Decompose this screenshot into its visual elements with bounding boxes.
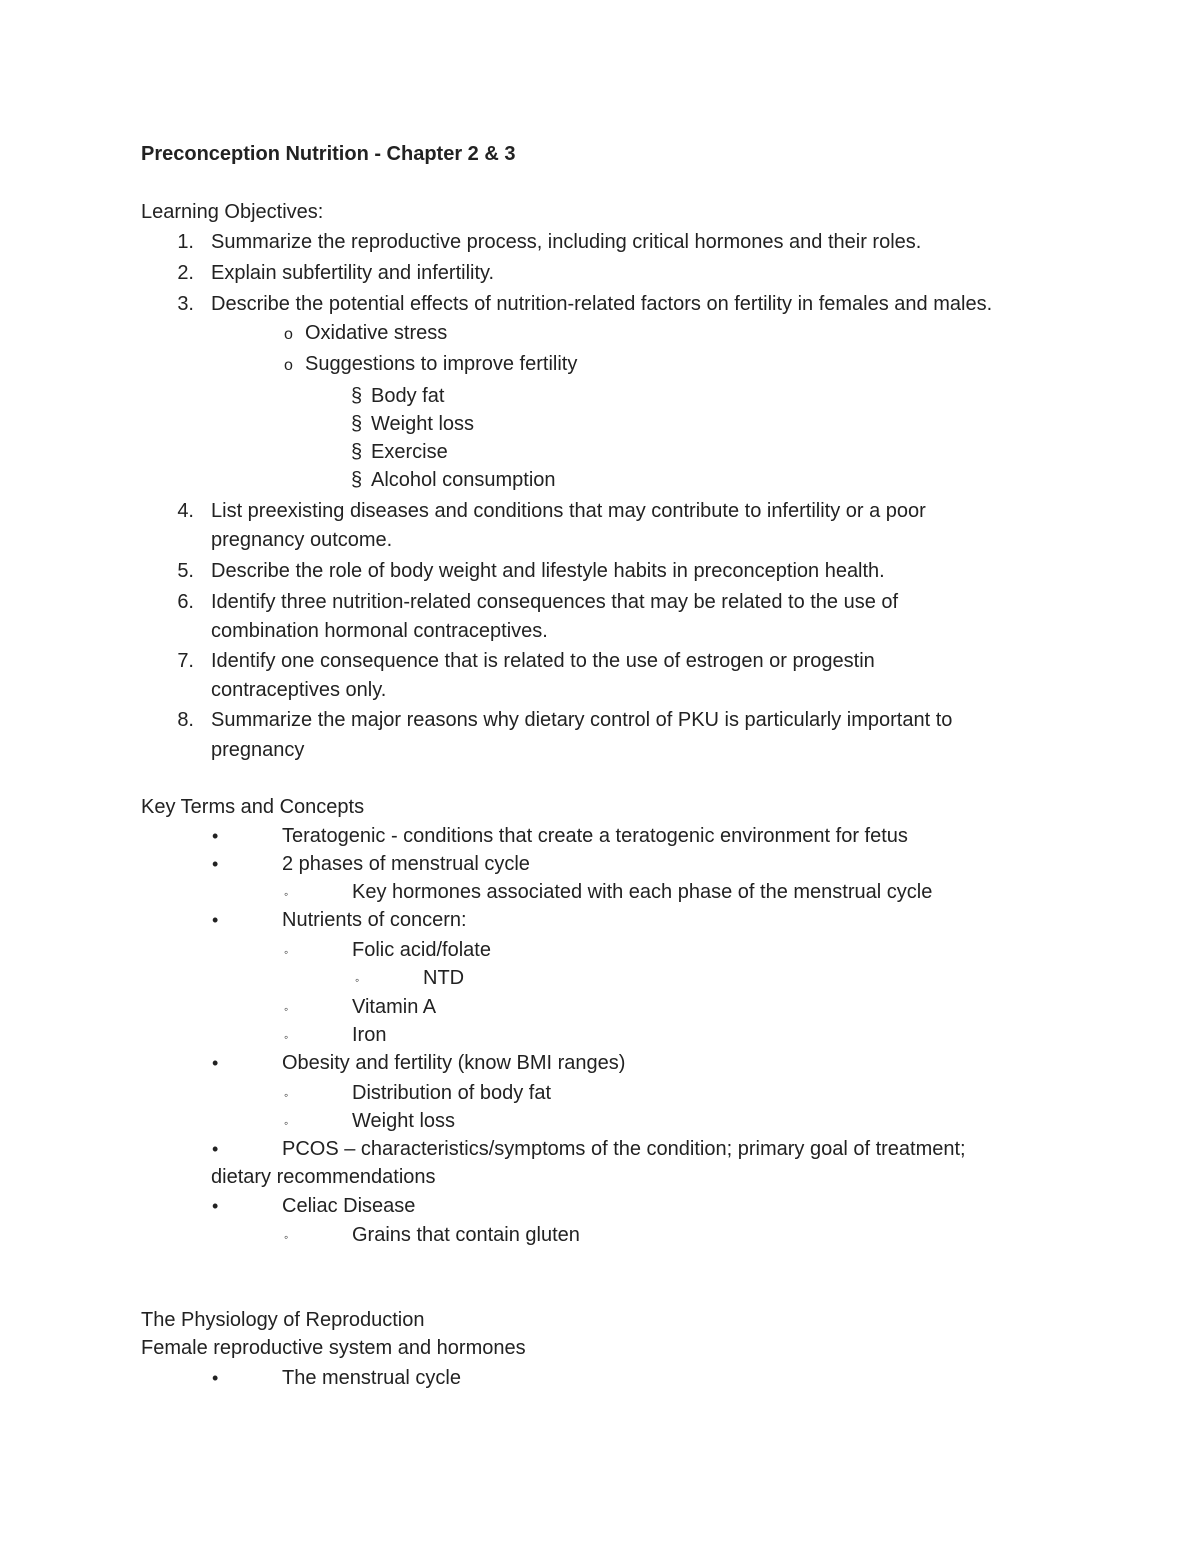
- objective-text: pregnancy outcome.: [211, 529, 393, 551]
- objective-text: contraceptives only.: [211, 679, 387, 701]
- hollow-bullet-marker: ◦: [284, 1230, 289, 1244]
- hollow-bullet-marker: ◦: [355, 973, 360, 987]
- objective-text: Explain subfertility and infertility.: [211, 262, 495, 284]
- key-terms-heading: Key Terms and Concepts: [141, 796, 365, 818]
- sub-sub-item: Body fat: [371, 385, 445, 407]
- objective-number: 1.: [177, 231, 194, 253]
- sub-marker: o: [284, 357, 293, 374]
- term-pcos-cont: dietary recommendations: [211, 1166, 436, 1188]
- objective-text: List preexisting diseases and conditions that may contribute to infertility or a poor: [211, 500, 926, 522]
- term-folic: Folic acid/folate: [352, 939, 491, 961]
- section-marker: §: [351, 469, 363, 491]
- objective-number: 8.: [177, 709, 194, 731]
- objectives-heading: Learning Objectives:: [141, 201, 324, 223]
- sub-marker: o: [284, 326, 293, 343]
- bullet-marker: •: [212, 1196, 219, 1216]
- term-distribution: Distribution of body fat: [352, 1082, 551, 1104]
- term-iron: Iron: [352, 1024, 387, 1046]
- objective-number: 6.: [177, 591, 194, 613]
- term-nutrients: Nutrients of concern:: [282, 909, 467, 931]
- term-celiac: Celiac Disease: [282, 1195, 416, 1217]
- objective-number: 4.: [177, 500, 194, 522]
- bullet-marker: •: [212, 910, 219, 930]
- physiology-heading: The Physiology of Reproduction: [141, 1309, 425, 1331]
- bullet-marker: •: [212, 1053, 219, 1073]
- hollow-bullet-marker: ◦: [284, 945, 289, 959]
- sub-item: Suggestions to improve fertility: [305, 353, 578, 375]
- section-marker: §: [351, 441, 363, 463]
- term-obesity: Obesity and fertility (know BMI ranges): [282, 1052, 626, 1074]
- objective-number: 5.: [177, 560, 194, 582]
- objective-text: pregnancy: [211, 739, 305, 761]
- section-marker: §: [351, 385, 363, 407]
- objective-text: Summarize the major reasons why dietary control of PKU is particularly important to: [211, 709, 953, 731]
- hollow-bullet-marker: ◦: [284, 1030, 289, 1044]
- term-weight-loss: Weight loss: [352, 1110, 456, 1132]
- term-teratogenic: Teratogenic - conditions that create a teratogenic environment for fetus: [282, 825, 908, 847]
- term-grains: Grains that contain gluten: [352, 1224, 580, 1246]
- term-phases: 2 phases of menstrual cycle: [282, 853, 530, 875]
- objective-number: 2.: [177, 262, 194, 284]
- term-menstrual-cycle: The menstrual cycle: [282, 1367, 461, 1389]
- term-ntd: NTD: [423, 967, 465, 989]
- bullet-marker: •: [212, 854, 219, 874]
- objective-text: combination hormonal contraceptives.: [211, 620, 548, 642]
- page-title: Preconception Nutrition - Chapter 2 & 3: [141, 143, 516, 165]
- hollow-bullet-marker: ◦: [284, 887, 289, 901]
- sub-sub-item: Weight loss: [371, 413, 475, 435]
- objective-text: Summarize the reproductive process, including critical hormones and their roles.: [211, 231, 922, 253]
- bullet-marker: •: [212, 1368, 219, 1388]
- term-pcos: PCOS – characteristics/symptoms of the condition; primary goal of treatment;: [282, 1138, 966, 1160]
- sub-sub-item: Alcohol consumption: [371, 469, 556, 491]
- hollow-bullet-marker: ◦: [284, 1002, 289, 1016]
- physiology-subheading: Female reproductive system and hormones: [141, 1337, 526, 1359]
- objective-text: Identify one consequence that is related to the use of estrogen or progestin: [211, 650, 875, 672]
- bullet-marker: •: [212, 1139, 219, 1159]
- objective-number: 3.: [177, 293, 194, 315]
- objective-text: Identify three nutrition-related consequences that may be related to the use of: [211, 591, 899, 613]
- objective-text: Describe the potential effects of nutrition-related factors on fertility in females and males.: [211, 293, 993, 315]
- sub-sub-item: Exercise: [371, 441, 448, 463]
- hollow-bullet-marker: ◦: [284, 1116, 289, 1130]
- section-marker: §: [351, 413, 363, 435]
- sub-item: Oxidative stress: [305, 322, 448, 344]
- objective-number: 7.: [177, 650, 194, 672]
- term-vitamin-a: Vitamin A: [352, 996, 437, 1018]
- objective-text: Describe the role of body weight and lifestyle habits in preconception health.: [211, 560, 885, 582]
- term-key-hormones: Key hormones associated with each phase of the menstrual cycle: [352, 881, 933, 903]
- hollow-bullet-marker: ◦: [284, 1088, 289, 1102]
- bullet-marker: •: [212, 826, 219, 846]
